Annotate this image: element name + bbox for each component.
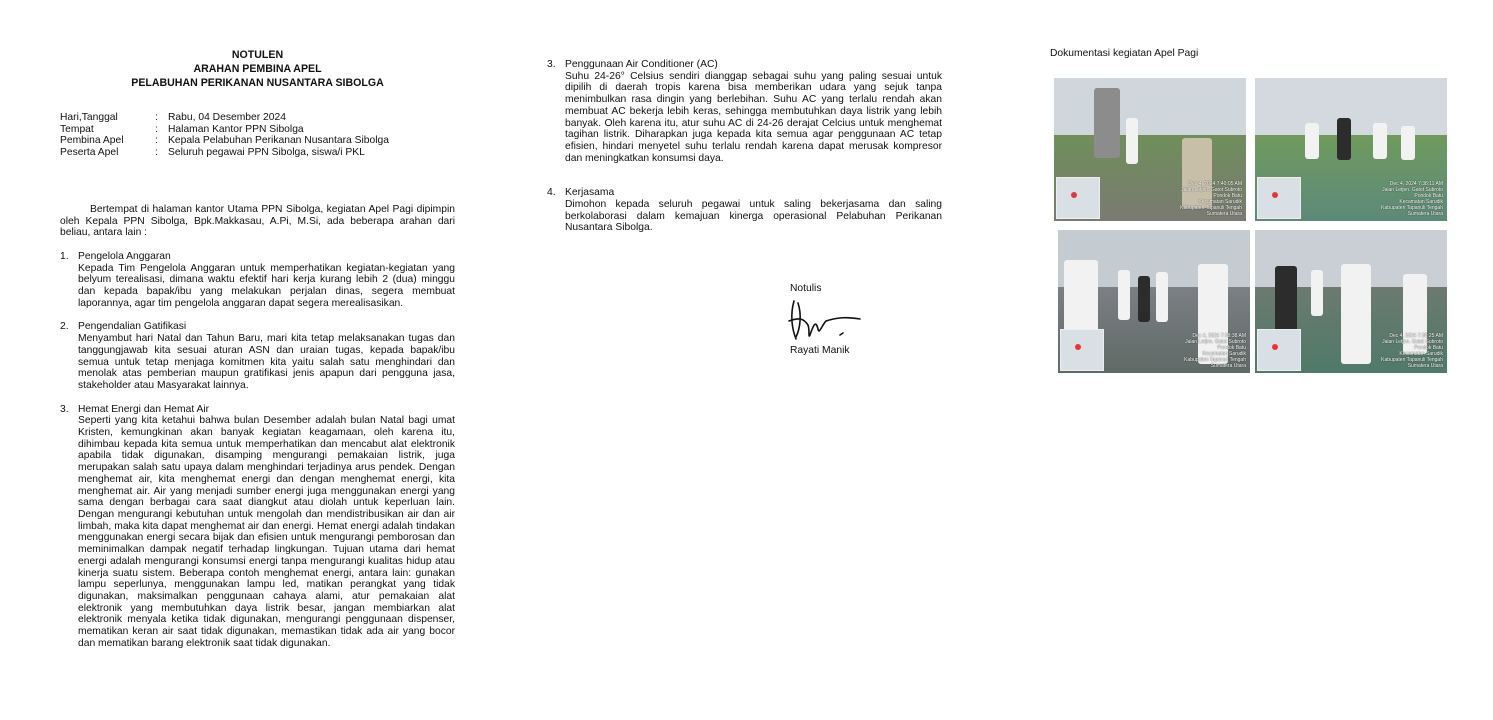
item-number: 1. bbox=[60, 250, 69, 262]
meta-key: Hari,Tanggal bbox=[60, 112, 118, 123]
meta-colon: : bbox=[155, 135, 158, 147]
documentation-column bbox=[1050, 48, 1450, 369]
title-line-1: NOTULEN bbox=[231, 49, 284, 61]
photo-1 bbox=[1054, 78, 1246, 221]
photo-3 bbox=[1058, 230, 1250, 373]
item-title: Pengelola Anggaran bbox=[78, 250, 171, 262]
photo-timestamp: Dec 4, 2024 7:38:11 AM Jalan Letjen. Gatot Subroto Pondok Batu Kecamatan Sarudik Kabupaten Tapanuli Tengah Sumatera Utara bbox=[1381, 180, 1443, 217]
photo-figure bbox=[1094, 88, 1120, 158]
photo-4 bbox=[1255, 230, 1447, 373]
document-title bbox=[60, 48, 455, 90]
documentation-caption: Dokumentasi kegiatan Apel Pagi bbox=[1050, 48, 1199, 59]
list-item bbox=[547, 59, 942, 164]
item-title: Hemat Energi dan Hemat Air bbox=[78, 403, 210, 415]
title-line-3: PELABUHAN PERIKANAN NUSANTARA SIBOLGA bbox=[131, 77, 384, 89]
photo-figure bbox=[1126, 118, 1138, 164]
meta-key: Tempat bbox=[60, 123, 94, 135]
item-title: Pengendalian Gatifikasi bbox=[78, 321, 187, 333]
signature-role: Notulis bbox=[790, 283, 822, 294]
item-body bbox=[78, 321, 455, 391]
photo-map-thumbnail bbox=[1257, 177, 1301, 219]
photo-map-thumbnail bbox=[1060, 329, 1104, 371]
list-item bbox=[60, 251, 455, 310]
meta-value: Kepala Pelabuhan Perikanan Nusantara Sibolga bbox=[168, 135, 389, 147]
meta-table bbox=[60, 112, 455, 159]
photo-map-thumbnail bbox=[1056, 177, 1100, 219]
item-body bbox=[78, 404, 455, 650]
photo-grid bbox=[1050, 66, 1450, 369]
photo-figure bbox=[1311, 270, 1323, 316]
item-number: 3. bbox=[60, 403, 69, 415]
signature-block bbox=[790, 283, 910, 357]
photo-figure bbox=[1118, 270, 1130, 320]
handwritten-signature bbox=[786, 295, 866, 345]
meta-value: Rabu, 04 Desember 2024 bbox=[168, 112, 286, 123]
meta-key: Pembina Apel bbox=[60, 135, 124, 147]
photo-figure bbox=[1138, 276, 1150, 322]
item-text: Seperti yang kita ketahui bahwa bulan Desember adalah bulan Natal bagi umat Kristen, kemungkinan akan banyak kegiatan keagamaan, oleh karena itu, dihimbau kepada kita semua untuk memperhatikan dan mencabut alat elektronik apabila tidak digunakan, disamping mengurangi pemakaian listrik, juga merupakan salah satu upaya dalam menghindari terjadinya arus pendek. Dengan menghemat air, kita menghemat energi dan dengan menghemat energi, kita menghemat air. Air yang menjadi sumber energi juga menggunakan energi yang sama dengan berbagai cara saat diangkut atau diolah untuk keperluan lain. Dengan mengurangi kebutuhan untuk mengolah dan mendistribusikan air dan air limbah, maka kita dapat menghemat air dan energi. Hemat energi adalah tindakan menggunakan energi secara bijak dan efisien untuk mengurangi pemborosan dan meminimalkan dampak negatif terhadap lingkungan. Tujuan utama dari hemat energi adalah mengurangi konsumsi energi tanpa mengurangi kualitas hidup atau kinerja suatu sistem. Beberapa contoh menghemat energi, antara lain: gunakan lampu seperlunya, menggunakan lampu led, matikan perangkat yang tidak digunakan, maksimalkan penggunaan cahaya alami, atur pemakaian alat elektronik yang membutuhkan daya listrik besar, jangan membiarkan alat elektronik menyala ketika tidak digunakan, mengurangi penggunaan dispenser, mematikan keran air saat tidak digunakan, memastikan tidak ada air yang bocor dan mematikan barang elektronik saat tidak digunakan. bbox=[78, 415, 455, 649]
item-body bbox=[78, 251, 455, 310]
item-text: Kepada Tim Pengelola Anggaran untuk memperhatikan kegiatan-kegiatan yang belyum terealisasi, dimana waktu efektif hari kerja kurang lebih 2 (dua) minggu dan kepada bapak/ibu yang melakukan perjalan dinas, segera membuat laporannya, agar tim pengelola anggaran dapat segera merealisasikan. bbox=[78, 262, 455, 309]
meta-row bbox=[60, 112, 455, 124]
title-line-2: ARAHAN PEMBINA APEL bbox=[193, 63, 322, 75]
meta-row bbox=[60, 124, 455, 136]
photo-timestamp: Dec 4, 2024 7:38:38 AM Jalan Letjen. Gatot Subroto Pondok Batu Kecamatan Sarudik Kabupaten Tapanuli Tengah Sumatera Utara bbox=[1184, 332, 1246, 369]
middle-column bbox=[547, 59, 942, 234]
item-body bbox=[565, 59, 942, 164]
photo-2 bbox=[1255, 78, 1447, 221]
photo-figure bbox=[1305, 123, 1319, 159]
photo-sky bbox=[1255, 78, 1447, 135]
meta-key: Peserta Apel bbox=[60, 147, 119, 159]
photo-timestamp: Dec 4, 2024 7:38:25 AM Jalan Letjen. Gatot Subroto Pondok Batu Kecamatan Sarudik Kabupaten Tapanuli Tengah Sumatera Utara bbox=[1381, 332, 1443, 369]
item-number: 2. bbox=[60, 321, 69, 333]
meta-row bbox=[60, 147, 455, 159]
list-item bbox=[60, 404, 455, 650]
item-body bbox=[565, 187, 942, 234]
item-number: 4. bbox=[547, 187, 556, 199]
item-text: Dimohon kepada seluruh pegawai untuk saling bekerjasama dan saling berkolaborasi dalam kemajuan kinerga operasional Pelabuhan Perikanan Nusantara Sibolga. bbox=[565, 199, 942, 234]
photo-timestamp: Dec 4, 2024 7:40:05 AM Jalan Letjen. Gatot Subroto Pondok Batu Kecamatan Sarudik Kabupaten Tapanuli Tengah Sumatera Utara bbox=[1180, 180, 1242, 217]
list-item bbox=[547, 187, 942, 234]
list-item bbox=[60, 321, 455, 391]
photo-figure bbox=[1156, 272, 1168, 322]
item-title: Kerjasama bbox=[565, 187, 615, 199]
left-column bbox=[60, 48, 455, 649]
item-text: Suhu 24-26° Celsius sendiri dianggap sebagai suhu yang paling sesuai untuk dipilih di daerah tropis karena bisa memberikan udara yang sejuk tanpa menimbulkan rasa dingin yang berlebihan. Suhu AC yang terlalu rendah akan membuat AC bekerja lebih keras, sehingga membutuhkan daya listrik yang lebih banyak. Oleh karena itu, atur suhu AC di 24-26 derajat Celcius untuk menghemat tagihan listrik. Diharapkan juga kepada kita semua agar penggunaan AC tetap efisien, hindari menyetel suhu terlalu rendah karena dapat merusak kompresor dan meningkatkan konsumsi daya. bbox=[565, 70, 942, 164]
meta-colon: : bbox=[155, 123, 158, 135]
photo-figure bbox=[1373, 123, 1387, 159]
meta-colon: : bbox=[155, 147, 158, 159]
meta-value: Seluruh pegawai PPN Sibolga, siswa/i PKL bbox=[168, 147, 365, 159]
item-title: Penggunaan Air Conditioner (AC) bbox=[565, 59, 718, 70]
meta-value: Halaman Kantor PPN Sibolga bbox=[168, 123, 304, 135]
signature-name: Rayati Manik bbox=[790, 345, 850, 356]
meta-row bbox=[60, 135, 455, 147]
photo-figure bbox=[1337, 118, 1351, 160]
photo-sky bbox=[1054, 78, 1246, 135]
photo-map-thumbnail bbox=[1257, 329, 1301, 371]
item-text: Menyambut hari Natal dan Tahun Baru, mari kita tetap melaksanakan tugas dan tanggungjawab kita sesuai aturan ASN dan uraian tugas, kepada bapak/ibu semua untuk tetap menjaga komitmen kita yaitu salah satu menghindari dan menolak atas pemberian maupun gratifikasi jenis apapun dari pengguna jasa, stakeholder atau Masyarakat lainnya. bbox=[78, 333, 455, 391]
photo-figure bbox=[1401, 126, 1415, 160]
meta-colon: : bbox=[155, 112, 158, 123]
intro-paragraph: Bertempat di halaman kantor Utama PPN Sibolga, kegiatan Apel Pagi dipimpin oleh Kepala PPN Sibolga, Bpk.Makkasau, A.Pi, M.Si, ada beberapa arahan dari beliau, antara lain : bbox=[60, 203, 455, 239]
item-number: 3. bbox=[547, 59, 556, 70]
